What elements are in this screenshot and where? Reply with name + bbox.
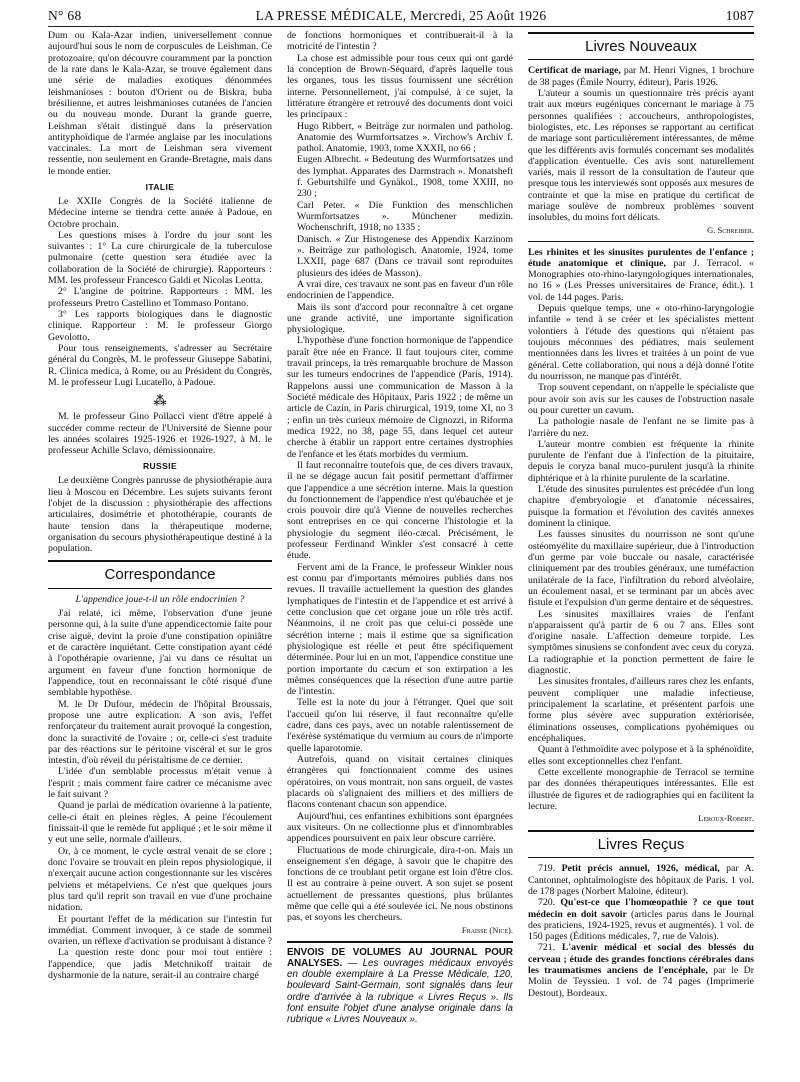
paragraph: L'auteur a soumis un questionnaire très précis ayant trait aux mœurs eugéniques concernant le mariage à 75 personnes qualifiées : accoucheurs, anthropologistes, biologistes, etc. Les réponses se rapportant au certificat de mariage sont particulièrement intéressantes, de même que les différents avis formulés concernant ses modalités d'application éventuelle. Ces avis sont naturellement variés, mais il ressort de la consultation de l'auteur que presque tous les interviewés sont opposés aux mesures de contrainte et que la mise en pratique du certificat de mariage soulève de nombreux problèmes souvent insolubles, du moins fort délicats.: [528, 87, 754, 224]
received-book-entry: [528, 863, 754, 897]
book-title: Petit précis annuel, 1926, médical,: [561, 863, 720, 875]
section-title-livres-nouveaux: Livres Nouveaux: [528, 32, 754, 60]
section-heading-russie: RUSSIE: [142, 461, 178, 472]
notice-text: — Les ouvrages médicaux envoyés en double exemplaire à La Presse Médicale, 120, boulevard Saint-Germain, sont signalés dans leur ordre d'arrivée à la rubrique « Livres Reçus ». Ils font ensuite l'objet d'une analyse originale dans la rubrique « Livres Nouveaux ».: [287, 957, 513, 1026]
book-details: par M. Henri Vignes, 1 brochure de 38 pages (Émile Nourry, éditeur), Paris 1926.: [528, 65, 754, 88]
paragraph: Quand je parlai de médication ovarienne à la patiente, celle-ci était en pleines règles. A peine l'écoulement finissait-il que le remède fut appliqué ; et le soir même il y eut une selle, normale d'ailleurs.: [48, 800, 272, 846]
paragraph: Autrefois, quand on visitait certaines cliniques étrangères qui fonctionnaient comme des usines opératoires, on vous montrait, non sans orgueil, de vastes placards où s'alignaient des milliers et des milliers de flacons contenant chacun son appendice.: [287, 754, 513, 811]
paragraph: 2° L'angine de poitrine. Rapporteurs : MM. les professeurs Pretro Castellino et Tommaso Pontano.: [48, 286, 272, 309]
paragraph: L'étude des sinusites purulentes est précédée d'un long chapitre d'embryologie et d'anatomie nécessaires, puisque la formation et l'évolution des cavités annexes dominent la clinique.: [528, 484, 754, 529]
book-entry-header: [528, 65, 754, 88]
reference-item: Eugen Albrecht. « Bedeutung des Wurmfortsatzes und des lymphat. Apparates des Darmstrach ». Monatsheft f. Geburtshilfe und Gynäkol., 1908, tome XXIII, no 230 ;: [297, 154, 513, 200]
paragraph: Mais ils sont d'accord pour reconnaître à cet organe une grande activité, une importante signification physiologique.: [287, 301, 513, 336]
entry-number: 719.: [538, 863, 556, 875]
paragraph: L'auteur montre combien est fréquente la rhinite purulente de l'enfant due à l'infection de la pituitaire, depuis le coryza banal muco-purulent jusqu'à la rhinite diphtérique et à la rhinite purulente de la scarlatine.: [528, 438, 754, 484]
paragraph: Fervent ami de la France, le professeur Winkler nous est connu par d'importants mémoires publiés dans nos revues. Il travaille actuellement la question des glandes lymphatiques de l'intestin et de l'appendice et est arrivé à cette conclusion que cet organe joue un rôle très actif. Néanmoins, il ne croit pas que celui-ci possède une sécrétion interne ; mais il estime que sa signification physiologique est réelle et peut être spécifiquement déterminée. Pour lui en un mot, l'appendice constitue une portion importante du cæcum et son extirpation a les mêmes conséquences que la résection d'une autre partie de l'intestin.: [287, 561, 513, 698]
book-title: Qu'est-ce que l'homœopathie ? ce que tout médecin en doit savoir: [528, 897, 754, 920]
book-details: par le Dr Molin de Teyssieu. 1 vol. de 74 pages (Imprimerie Destout), Bordeaux.: [528, 965, 754, 999]
reviewer-signature: Leroux-Robert.: [698, 813, 754, 824]
column-left: [48, 30, 272, 1076]
paragraph: Trop souvent cependant, on n'appelle le spécialiste que pour avoir son avis sur les causes de l'obstruction nasale ou pour curetter un cavum.: [528, 382, 754, 416]
column-right: [528, 30, 754, 1076]
paragraph: Cette excellente monographie de Terracol se termine par des données thérapeutiques intéressantes. Elle est illustrée de figures et de radiographies qui en facilitent la lecture.: [528, 766, 754, 812]
reviewer-signature: G. Schreiber.: [707, 224, 754, 235]
asterism-divider: ⁂: [153, 393, 167, 409]
paragraph: L'hypothèse d'une fonction hormonique de l'appendice paraît être née en France. Il faut toujours citer, comme travail princeps, la très remarquable brochure de Masson sur les tumeurs endocrines de l'appendice (Paris, 1914). Rappelons aussi une communication de Masson à la Société médicale des Hôpitaux, Paris 1922 ; de même un article de Cazin, in Paris chirurgical, 1919, tome XI, no 3 ; enfin un très curieux mémoire de Cignozzi, in Riforma medica 1922, no 38, page 55, dans lequel cet auteur cherche à établir un rapport entre certaines dystrophies de l'enfance et les états morbides du vermium.: [287, 335, 513, 460]
book-details: par J. Terracol. « Monographies oto-rhino-laryngologiques internationales, no 16 » (Les Presses universitaires de France, édit.). 1 vol. de 144 pages. Paris.: [528, 257, 754, 303]
column-middle: [287, 30, 513, 1076]
book-details: (articles parus dans le Journal des praticiens, 1924-1925, revus et augmentés). 1 vol. de 150 pages (Éditions médicales, 7, rue de Valois).: [528, 908, 754, 943]
paragraph: J'ai relaté, ici même, l'observation d'une jeune personne qui, à la suite d'une appendicectomie faite pour crise aiguë, devint la proie d'une constipation opiniâtre et de caractère inquiétant. Cette constipation ayant cédé à l'opothérapie ovarienne, j'ai vu dans ce résultat un argument en faveur d'une fonction hormonique de l'appendice, tout en reconnaissant le côté risqué d'une semblable hypothèse.: [48, 608, 272, 699]
paragraph: Les sinusites frontales, d'ailleurs rares chez les enfants, peuvent compliquer une maladie infectieuse, principalement la scarlatine, et présentent parfois une forme plus sévère avec suppuration extériorisée, éliminations osseuses, complications pyohémiques ou encéphaliques.: [528, 676, 754, 744]
received-book-entry: [528, 942, 754, 999]
reference-item: Danisch. « Zur Histogenese des Appendix Karzinom ». Beiträge zur pathologisch. Anatomie, 1924, tome LXXII, page 687 (Dans ce travail sont reproduites plusieurs des idées de Masson).: [297, 233, 513, 279]
entry-number: 720.: [538, 897, 556, 909]
paragraph: Pour tous renseignements, s'adresser au Secrétaire général du Congrès, M. le professeur Giuseppe Sabatini, R. Clinica medica, à Rome, ou au Président du Congrès, M. le professeur Lugi Lucatello, à Padoue.: [48, 342, 272, 388]
book-details: par A. Cantonnet, ophtalmologiste des hôpitaux de Paris. 1 vol. de 178 pages (Norbert Maloine, éditeur).: [528, 863, 754, 897]
section-title-correspondance: Correspondance: [48, 560, 272, 588]
paragraph: Les sinusites maxillaires vraies de l'enfant n'apparaissent qu'à partir de 6 ou 7 ans. Elles sont d'origine nasale. L'affection demeure torpide. Les symptômes sinusiens se confondent avec ceux du coryza. La radiographie et la ponction permettent de faire le diagnostic.: [528, 608, 754, 677]
section-heading-italie: ITALIE: [145, 182, 175, 193]
masthead: LA PRESSE MÉDICALE, Mercredi, 25 Août 1926: [255, 8, 547, 23]
paragraph: Les fausses sinusites du nourrisson ne sont qu'une ostéomyélite du maxillaire supérieur, due à l'introduction d'un germe par voie buccale ou nasale, caractérisée cliniquement par des troubles généraux, une tuméfaction unilatérale de la face, l'infiltration du rebord alvéolaire, un écoulement nasal, et se terminant par un abcès avec fistule et l'expulsion d'un germe dentaire et de séquestres.: [528, 529, 754, 609]
paragraph: Les questions mises à l'ordre du jour sont les suivantes : 1° La cure chirurgicale de la tuberculose pulmonaire (cette question sera étudiée avec la collaboration de la Société de chirurgie). Rapporteurs : MM. les professeur Francesco Galdi et Nicolas Leotta.: [48, 229, 272, 287]
paragraph: Telle est la note du jour à l'étranger. Quel que soit l'accueil qu'on lui réserve, il faut reconnaître qu'elle cadre, dans ces pays, avec un notable ralentissement de l'exérèse systématique du vermium au cours de n'importe quelle laparotomie.: [287, 697, 513, 754]
paragraph: A vrai dire, ces travaux ne sont pas en faveur d'un rôle endocrinien de l'appendice.: [287, 278, 513, 302]
book-title: L'avenir médical et social des blessés du cerveau ; étude des grandes fonctions cérébrales dans les traumatismes anciens de l'encéphale,: [528, 942, 754, 977]
paragraph: M. le Dr Dufour, médecin de l'hôpital Broussais, propose une autre explication. A son avis, l'effet renforçateur du traitement aurait provoqué la congestion, donc la suractivité de l'ovaire ; or, celle-ci s'est traduite par des réactions sur le péritoine viscéral et sur le gros intestin, d'où réveil du péristaltisme de ce dernier.: [48, 698, 272, 767]
paragraph: Dum ou Kala-Azar indien, universellement connue aujourd'hui sous le nom de corpuscules de Leishman. Ce protozoaire, qu'on découvre couramment par la ponction de la rate dans le Kala-Azar, se trouve également dans une série de maladies exotiques dénommées leishmanioses : bouton d'Orient ou de Biskra, buba brésilienne, et autres leishmanioses cutanées de l'ancien ou du nouveau monde. Durant la grande guerre, Leishman s'était distingué dans la préservation antityphoïdique de l'armée anglaise par les inoculations vaccinales. La mort de Leishman sera vivement ressentie, non seulement en Grande-Bretagne, mais dans le monde entier.: [48, 30, 272, 177]
author-signature: Fraisse (Nice).: [461, 924, 513, 935]
paragraph: Et pourtant l'effet de la médication sur l'intestin fut immédiat. Comment invoquer, à ce stade de sommeil ovarien, un réflexe d'activation se produisant à distance ?: [48, 913, 272, 948]
paragraph: Fluctuations de mode chirurgicale, dira-t-on. Mais un enseignement s'en dégage, à savoir que le chapitre des fonctions de ce troublant petit organe est loin d'être clos. Il est au contraire à peine ouvert. A son sujet se posent actuellement de pressantes questions, plus brûlantes même que celle qui a été soulevée ici. Ne nous obstinons pas, et soyons les chercheurs.: [287, 844, 513, 924]
paragraph: Or, à ce moment, le cycle œstral venait de se clore ; donc l'ovaire se trouvait en plein repos physiologique, il n'exerçait aucune action congestionnante sur les viscères pelviens et métapelviens. Ce n'est que quelques jours plus tard qu'il reprit son travail en vue d'une prochaine nidation.: [48, 845, 272, 914]
paragraph: Le deuxième Congrès panrusse de physiothérapie aura lieu à Moscou en Décembre. Les sujets suivants feront l'objet de la discussion : physiothérapie des affections articulaires, dosimétrie et photothérapie, courants de haute tension dans la thérapeutique moderne, organisation du secours physiothérapeutique destiné à la population.: [48, 475, 272, 555]
page-number-right: 1087: [725, 8, 754, 23]
book-title: Certificat de mariage,: [528, 65, 621, 77]
paragraph: 3° Les rapports biologiques dans le diagnostic clinique. Rapporteur : M. le professeur Giorgo Gevolotto.: [48, 309, 272, 343]
page-number-left: N° 68: [48, 8, 82, 23]
paragraph: Quant à l'ethmoïdite avec polypose et à la sphénoïdite, elles sont exceptionnelles chez l'enfant.: [528, 744, 754, 767]
received-book-entry: [528, 897, 754, 942]
book-title: Les rhinites et les sinusites purulentes de l'enfance ; étude anatomique et clinique,: [528, 246, 754, 269]
entry-number: 721.: [538, 942, 556, 954]
paragraph: Aujourd'hui, ces enfantines exhibitions sont épargnées aux visiteurs. On ne collectionne plus et d'innombrables appendices poursuivent en paix leur obscure carrière.: [287, 810, 513, 845]
article-question: L'appendice joue-t-il un rôle endocrinien ?: [75, 593, 245, 605]
page-header: [48, 4, 754, 27]
notice-envois: [287, 941, 513, 1026]
reference-item: Hugo Ribbert, « Beiträge zur normalen und patholog. Anatomie des Wurmfortsatzes ». Virchow's Archiv f. pathol. Anatomie, 1903, tome XXXII, no 66 ;: [297, 120, 513, 155]
paragraph: La question reste donc pour moi tout entière : l'appendice, que jadis Metchnikoff traitait de dysharmonie de la nature, serait-il au contraire chargé: [48, 947, 272, 982]
reference-item: Carl Peter. « Die Funktion des menschlichen Wurmfortsatzes ». Münchener medizin. Wochenschrift, 1918, no 1335 ;: [297, 199, 513, 234]
notice-heading: ENVOIS DE VOLUMES AU JOURNAL POUR ANALYSES.: [287, 946, 513, 969]
paragraph: Le XXIIe Congrès de la Société italienne de Médecine interne se tiendra cette année à Padoue, en Octobre prochain.: [48, 195, 272, 230]
paragraph: La pathologie nasale de l'enfant ne se limite pas à l'arrière du nez.: [528, 416, 754, 439]
paragraph: La chose est admissible pour tous ceux qui ont gardé la conception de Brown-Séquard, d'après laquelle tous les organes, tous les tissus fournissent une sécrétion interne. Personnellement, j'ai compulsé, à ce sujet, la littérature étrangère et retrouvé des documents dont voici les principaux :: [287, 52, 513, 121]
paragraph: M. le professeur Gino Pollacci vient d'être appelé à succéder comme recteur de l'Université de Sienne pour les années scolaires 1925-1926 et 1926-1927, à M. le professeur Achille Sclavo, démissionnaire.: [48, 411, 272, 457]
paragraph: Depuis quelque temps, une « oto-rhino-laryngologie infantile » tend à se créer et les spécialistes mettent volontiers à l'étude des questions qui n'étaient pas toujours méconnues des pédiatres, mais seulement mentionnées dans les livres et traitées à un point de vue général. Cette collaboration, qui nous a déjà donné l'otite du nourrisson, ne manque pas d'intérêt.: [528, 303, 754, 382]
paragraph: Il faut reconnaître toutefois que, de ces divers travaux, il ne se dégage aucun fait positif permettant d'affirmer que l'appendice a une sécrétion interne. Mais la question du fonctionnement de l'appendice n'est qu'ébauchée et je crois pouvoir dire qu'à Vienne de nouvelles recherches sont entreprises en ce qui concerne l'histologie et la physiologie du segment iléo-cæcal. Précisément, le professeur Ferdinand Winkler s'est consacré à cette étude.: [287, 459, 513, 562]
book-entry-header: [528, 247, 754, 304]
paragraph: L'idée d'un semblable processus m'était venue à l'esprit ; mais comment faire cadrer ce mécanisme avec le fait suivant ?: [48, 766, 272, 801]
paragraph: de fonctions hormoniques et contribuerait-il à la motricité de l'intestin ?: [287, 30, 513, 53]
section-title-livres-recus: Livres Reçus: [528, 830, 754, 858]
divider: [528, 241, 754, 242]
